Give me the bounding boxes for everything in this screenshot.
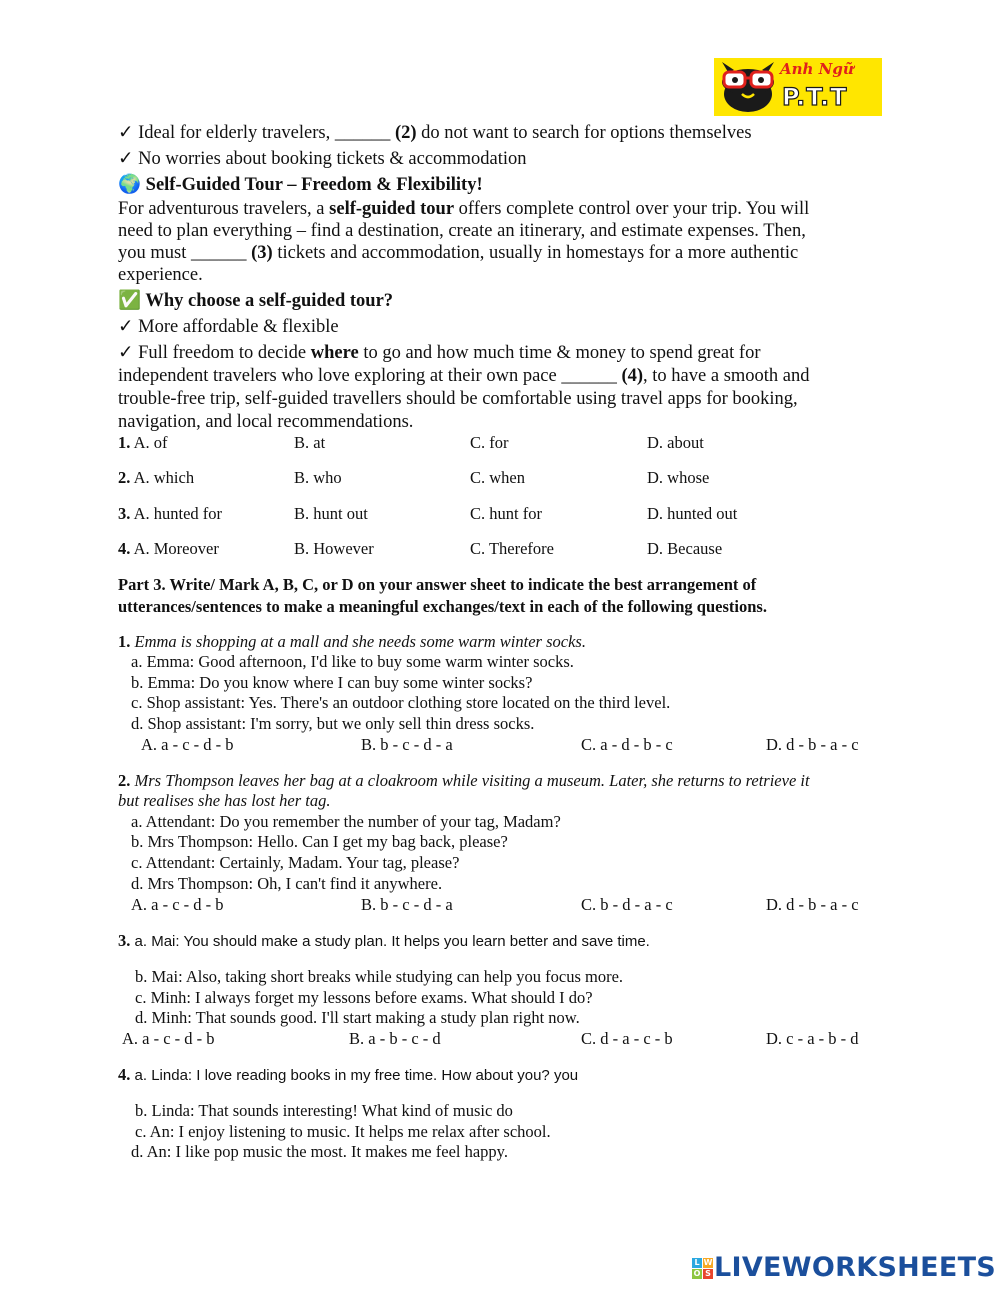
utterance: d. Minh: That sounds good. I'll start making a study plan right now. xyxy=(135,1008,580,1027)
utterance: b. Linda: That sounds interesting! What kind of music do xyxy=(135,1101,513,1120)
section-heading: ✅ Why choose a self-guided tour? xyxy=(118,291,394,311)
part3-heading: utterances/sentences to make a meaningful exchanges/text in each of the following questions. xyxy=(118,597,767,616)
answer-option-a[interactable]: A. a - c - d - b xyxy=(141,735,234,754)
answer-option-c[interactable]: C. b - d - a - c xyxy=(581,895,673,914)
reading-line: ✓ More affordable & flexible xyxy=(118,317,339,337)
mcq-option-a[interactable]: 3. A. hunted for xyxy=(118,504,223,523)
logo-main-text: P.T.T xyxy=(782,83,848,111)
question-context: but realises she has lost her tag. xyxy=(118,791,331,810)
answer-option-d[interactable]: D. d - b - a - c xyxy=(766,735,859,754)
mcq-option-b[interactable]: B. at xyxy=(294,433,326,452)
reading-line: need to plan everything – find a destination, create an itinerary, and estimate expenses. Then, xyxy=(118,221,806,241)
liveworksheets-wordmark: LIVEWORKSHEETS xyxy=(714,1252,997,1283)
answer-option-a[interactable]: A. a - c - d - b xyxy=(131,895,224,914)
answer-option-d[interactable]: D. d - b - a - c xyxy=(766,895,859,914)
logo-top-text: Anh Ngữ xyxy=(780,60,854,78)
reading-line: ✓ Ideal for elderly travelers, ______ (2) do not want to search for options themselves xyxy=(118,123,752,143)
mcq-option-b[interactable]: B. hunt out xyxy=(294,504,368,523)
reading-line: navigation, and local recommendations. xyxy=(118,412,414,432)
utterance: b. Mai: Also, taking short breaks while studying can help you focus more. xyxy=(135,967,624,986)
answer-option-a[interactable]: A. a - c - d - b xyxy=(122,1029,215,1048)
reading-line: ✓ Full freedom to decide where to go and how much time & money to spend great for xyxy=(118,343,761,363)
utterance: d. An: I like pop music the most. It makes me feel happy. xyxy=(131,1142,508,1161)
mcq-option-a[interactable]: 2. A. which xyxy=(118,468,195,487)
reading-line: For adventurous travelers, a self-guided tour offers complete control over your trip. You will xyxy=(118,199,810,219)
answer-option-b[interactable]: B. a - b - c - d xyxy=(349,1029,441,1048)
liveworksheets-squares-icon: L W O S xyxy=(693,1258,713,1278)
answer-option-c[interactable]: C. a - d - b - c xyxy=(581,735,673,754)
mcq-option-b[interactable]: B. who xyxy=(294,468,342,487)
utterance: c. Shop assistant: Yes. There's an outdoor clothing store located on the third level. xyxy=(131,693,671,712)
utterance: a. Emma: Good afternoon, I'd like to buy some warm winter socks. xyxy=(131,652,574,671)
reading-line: ✓ No worries about booking tickets & accommodation xyxy=(118,149,527,169)
utterance: c. Minh: I always forget my lessons before exams. What should I do? xyxy=(135,988,593,1007)
mcq-option-d[interactable]: D. about xyxy=(647,433,704,452)
anh-ngu-ptt-logo xyxy=(714,58,882,116)
answer-option-b[interactable]: B. b - c - d - a xyxy=(361,735,453,754)
utterance: c. An: I enjoy listening to music. It helps me relax after school. xyxy=(135,1122,551,1141)
utterance: a. Attendant: Do you remember the number of your tag, Madam? xyxy=(131,812,561,831)
question-context: 1. Emma is shopping at a mall and she needs some warm winter socks. xyxy=(118,632,586,651)
mcq-option-d[interactable]: D. hunted out xyxy=(647,504,738,523)
section-heading: 🌍 Self-Guided Tour – Freedom & Flexibility! xyxy=(118,175,483,195)
answer-option-c[interactable]: C. d - a - c - b xyxy=(581,1029,673,1048)
utterance: c. Attendant: Certainly, Madam. Your tag, please? xyxy=(131,853,460,872)
part3-heading: Part 3. Write/ Mark A, B, C, or D on your answer sheet to indicate the best arrangement of xyxy=(118,575,757,594)
utterance: 3. a. Mai: You should make a study plan. It helps you learn better and save time. xyxy=(118,931,650,950)
question-context: 2. Mrs Thompson leaves her bag at a cloakroom while visiting a museum. Later, she returns to retrieve it xyxy=(118,771,810,790)
utterance: d. Shop assistant: I'm sorry, but we only sell thin dress socks. xyxy=(131,714,535,733)
utterance: b. Emma: Do you know where I can buy some winter socks? xyxy=(131,673,533,692)
reading-line: experience. xyxy=(118,265,203,285)
mcq-option-c[interactable]: C. Therefore xyxy=(470,539,554,558)
mcq-option-c[interactable]: C. for xyxy=(470,433,509,452)
mcq-option-b[interactable]: B. However xyxy=(294,539,374,558)
reading-line: independent travelers who love exploring at their own pace ______ (4), to have a smooth and xyxy=(118,366,810,386)
mcq-option-c[interactable]: C. hunt for xyxy=(470,504,542,523)
mcq-option-d[interactable]: D. Because xyxy=(647,539,723,558)
owl-glasses-icon xyxy=(714,58,784,116)
utterance: b. Mrs Thompson: Hello. Can I get my bag back, please? xyxy=(131,832,508,851)
mcq-option-a[interactable]: 4. A. Moreover xyxy=(118,539,219,558)
utterance: 4. a. Linda: I love reading books in my free time. How about you? you xyxy=(118,1065,579,1084)
answer-option-b[interactable]: B. b - c - d - a xyxy=(361,895,453,914)
mcq-option-a[interactable]: 1. A. of xyxy=(118,433,168,452)
reading-line: you must ______ (3) tickets and accommodation, usually in homestays for a more authentic xyxy=(118,243,799,263)
mcq-option-d[interactable]: D. whose xyxy=(647,468,710,487)
mcq-option-c[interactable]: C. when xyxy=(470,468,525,487)
answer-option-d[interactable]: D. c - a - b - d xyxy=(766,1029,859,1048)
utterance: d. Mrs Thompson: Oh, I can't find it anywhere. xyxy=(131,874,443,893)
reading-line: trouble-free trip, self-guided travellers should be comfortable using travel apps for booking, xyxy=(118,389,798,409)
